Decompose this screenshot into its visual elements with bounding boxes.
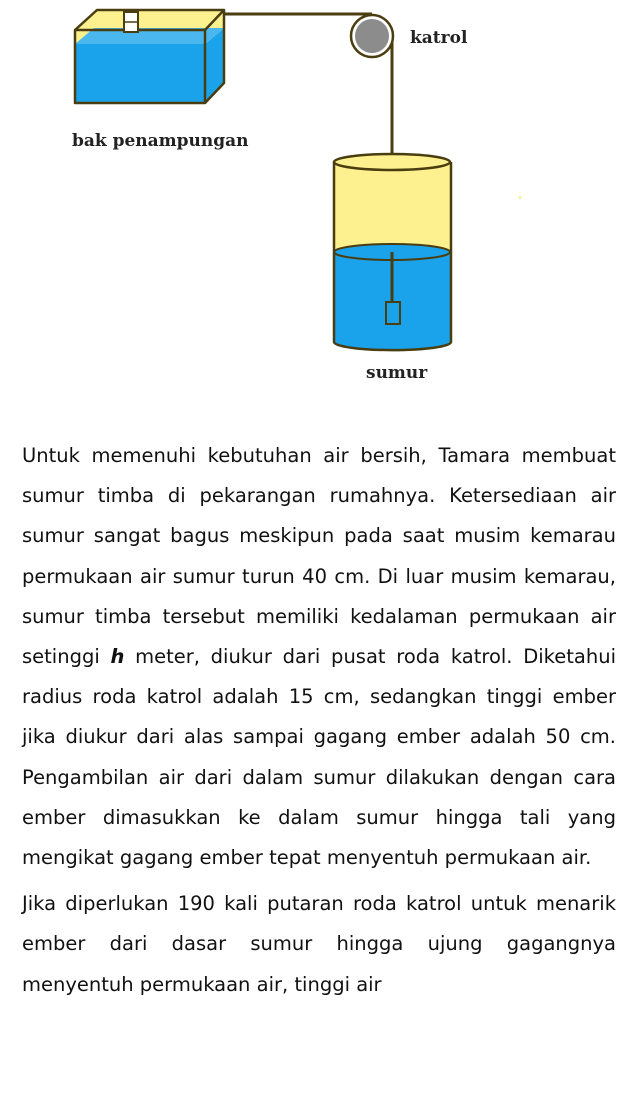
well-bucket xyxy=(386,302,400,324)
pulley xyxy=(351,15,393,57)
well-empty-space xyxy=(334,162,451,252)
problem-paragraph-2: Jika diperlukan 190 kali putaran roda katrol untuk menarik ember dari dasar sumur hingga ujung gagangnya menyentuh permukaan air, tinggi air xyxy=(22,892,616,996)
well-label: sumur xyxy=(366,363,428,383)
tank-label: bak penampungan xyxy=(72,131,249,151)
stray-speck xyxy=(519,196,521,199)
paragraph-1-part-1: Untuk memenuhi kebutuhan air bersih, Tamara membuat sumur timba di pekarangan rumahnya. Ketersediaan air sumur sangat bagus meskipun pada saat musim kemarau permukaan air sumur turun 40 cm. Di luar musim kemarau, sumur timba tersebut memiliki kedalaman permukaan air setinggi xyxy=(22,444,616,669)
problem-paragraph-1 xyxy=(22,436,616,878)
storage-tank xyxy=(75,10,224,103)
pulley-label: katrol xyxy=(410,28,468,48)
paragraph-1-part-2: meter, diukur dari pusat roda katrol. Diketahui radius roda katrol adalah 15 cm, sedangkan tinggi ember jika diukur dari alas sampai gagang ember adalah 50 cm. Pengambilan air dari dalam sumur dilakukan dengan cara ember dimasukkan ke dalam sumur hingga tali yang mengikat gagang ember tepat menyentuh permukaan air. xyxy=(22,645,616,870)
problem-text xyxy=(22,436,616,1005)
variable-h: h xyxy=(110,645,125,669)
well-pulley-diagram xyxy=(0,0,635,400)
tank-water-front xyxy=(75,44,205,103)
tank-top-face xyxy=(75,10,224,30)
well xyxy=(334,154,451,350)
